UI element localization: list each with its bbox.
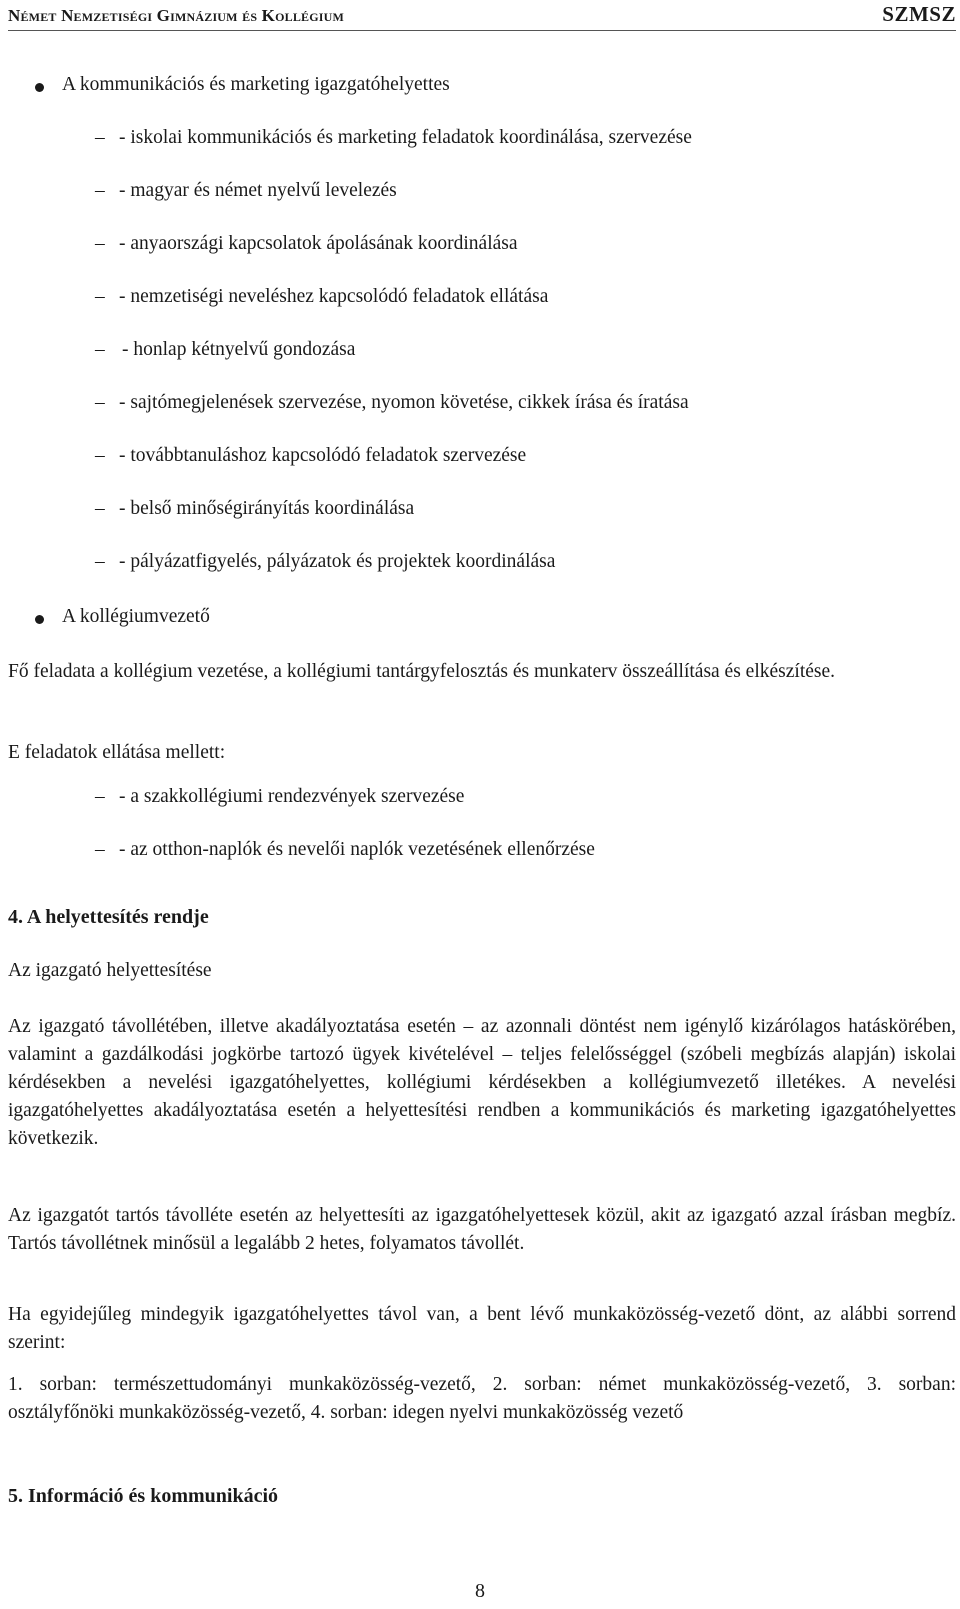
paragraph: Ha egyidejűleg mindegyik igazgatóhelyettes távol van, a bent lévő munkaközösség-vezető dönt, az alábbi sorrend szerint: [8,1304,956,1353]
comm-deputy-title: A kommunikációs és marketing igazgatóhelyettes [62,74,450,95]
paragraph: Az igazgató távollétében, illetve akadályoztatása esetén – az azonnali döntést nem igénylő kizárólagos hatáskörében, valamint a gazdálkodási jogkörbe tartozó ügyek kivételével – teljes felelősséggel (szóbeli megbízás alapján) iskolai kérdésekben a nevelési igazgatóhelyettes, kollégiumi kérdésekben a kollégiumvezető illetékes. A nevelési igazgatóhelyettes akadályoztatása esetén a helyettesítési rendben a kommunikációs és marketing igazgatóhelyettes következik. [8,1016,956,1149]
dash-icon: – [95,551,105,572]
list-item: - magyar és német nyelvű levelezés [119,180,397,201]
list-item: - honlap kétnyelvű gondozása [122,339,356,360]
dash-icon: – [95,786,105,807]
dash-icon: – [95,498,105,519]
dash-icon: – [95,839,105,860]
section-heading: 5. Információ és kommunikáció [8,1485,278,1507]
dash-icon: – [95,339,105,360]
header-document-code: SZMSZ [882,2,956,26]
header-school-name: Német Nemzetiségi Gimnázium és Kollégium [8,6,345,25]
dash-icon: – [95,233,105,254]
paragraph: 1. sorban: természettudományi munkaközösség-vezető, 2. sorban: német munkaközösség-vezető, 3. sorban: osztályfőnöki munkaközösség-vezető, 4. sorban: idegen nyelvi munkaközösség vezető [8,1374,956,1423]
dash-icon: – [95,392,105,413]
list-item: - az otthon-naplók és nevelői naplók vezetésének ellenőrzése [119,839,595,860]
list-item: - nemzetiségi neveléshez kapcsolódó feladatok ellátása [119,286,549,307]
dash-icon: – [95,127,105,148]
list-item: - a szakkollégiumi rendezvények szervezése [119,786,465,807]
list-item: - pályázatfigyelés, pályázatok és projektek koordinálása [119,551,556,572]
page-number: 8 [475,1580,485,1602]
list-item: - anyaországi kapcsolatok ápolásának koordinálása [119,233,518,254]
bullet-icon [35,615,44,624]
list-item: - iskolai kommunikációs és marketing feladatok koordinálása, szervezése [119,127,692,148]
dash-icon: – [95,445,105,466]
list-item: - sajtómegjelenések szervezése, nyomon követése, cikkek írása és íratása [119,392,689,413]
dorm-head-also-label: E feladatok ellátása mellett: [8,742,226,763]
list-item: - továbbtanuláshoz kapcsolódó feladatok szervezése [119,445,527,466]
dash-icon: – [95,286,105,307]
list-item: - belső minőségirányítás koordinálása [119,498,415,519]
bullet-icon [35,83,44,92]
dorm-head-title: A kollégiumvezető [62,606,210,627]
dash-icon: – [95,180,105,201]
paragraph: Az igazgatót tartós távolléte esetén az helyettesíti az igazgatóhelyettesek közül, akit az igazgató azzal írásban megbíz. Tartós távollétnek minősül a legalább 2 hetes, folyamatos távollét. [8,1205,956,1254]
page-header [8,0,956,31]
section-subheading: Az igazgató helyettesítése [8,960,212,981]
section-heading: 4. A helyettesítés rendje [8,906,209,928]
dorm-head-main-task: Fő feladata a kollégium vezetése, a kollégiumi tantárgyfelosztás és munkaterv összeállítása és elkészítése. [8,661,836,682]
